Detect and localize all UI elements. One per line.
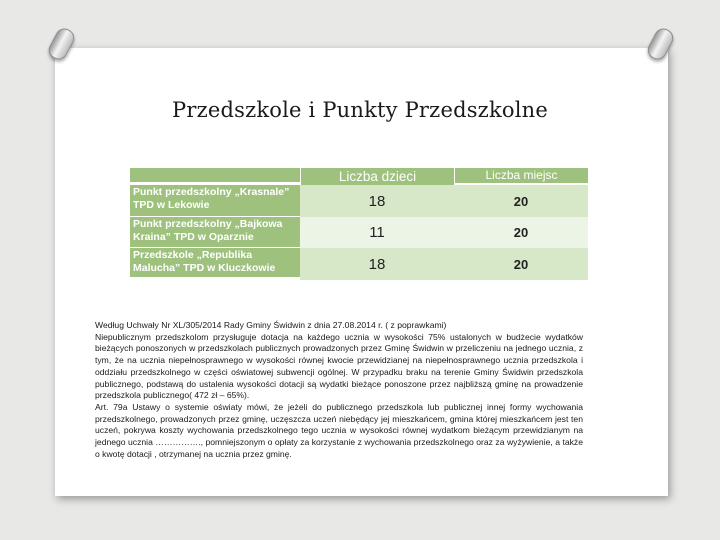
legal-text-line: Według Uchwały Nr XL/305/2014 Rady Gminy Świdwin z dnia 27.08.2014 r. ( z poprawkami): [95, 320, 447, 330]
table-row-label: Przedszkole „Republika Malucha” TPD w Kluczkowie: [130, 248, 300, 278]
table-header-places: Liczba miejsc: [454, 168, 588, 183]
legal-text-paragraph: Niepublicznym przedszkolom przysługuje dotacja na każdego ucznia w wysokości 75% ustalonych w budżecie wydatków bieżących ponoszonych w przedszkolach publicznych prowadzonych przez Gminę Świdwin w przeliczeniu na jednego ucznia, z tym, że na ucznia niepełnosprawnego w wysokości równej kwocie przewidzianej na niepełnosprawnego ucznia przedszkola i oddziału przedszkolnego w części oświatowej subwencji ogólnej. W przypadku braku na terenie Gminy Świdwin przedszkola publicznego, podstawą do ustalenia wysokości dotacji są wydatki bieżące ponoszone przez najbliższą gminę na prowadzenie przedszkola publicznego( 472 zł – 65%).: [95, 331, 583, 401]
slide-title: Przedszkole i Punkty Przedszkolne: [172, 98, 548, 122]
table-cell-children: 18: [300, 185, 454, 217]
legal-text-paragraph: Art. 79a Ustawy o systemie oświaty mówi, że jeżeli do publicznego przedszkola lub publicznej innej formy wychowania przedszkolnego, prowadzonych przez gminę, uczęszcza uczeń niebędący jej mieszkańcem, gmina której mieszkańcem jest ten uczeń, pokrywa koszty wychowania przedszkolnego tego ucznia w wysokości równej wydatkom bieżącym przewidzianym na jednego ucznia ……………., pomniejszonym o opłaty za korzystanie z wychowania przedszkolnego oraz za wyżywienie, a także o kwotę dotacji , otrzymanej na ucznia przez gminę.: [95, 401, 583, 459]
legal-text: [95, 320, 583, 460]
table-row-label: Punkt przedszkolny „Krasnale” TPD w Lekowie: [130, 185, 300, 217]
table-cell-places: 20: [454, 217, 588, 248]
table-row-label: Punkt przedszkolny „Bajkowa Kraina” TPD w Oparznie: [130, 217, 300, 248]
table-header-children: Liczba dzieci: [300, 168, 454, 185]
table-cell-children: 18: [300, 248, 454, 280]
table-cell-places: 20: [454, 248, 588, 280]
table-header-blank: [130, 168, 300, 183]
table-cell-children: 11: [300, 217, 454, 248]
table-cell-places: 20: [454, 185, 588, 217]
